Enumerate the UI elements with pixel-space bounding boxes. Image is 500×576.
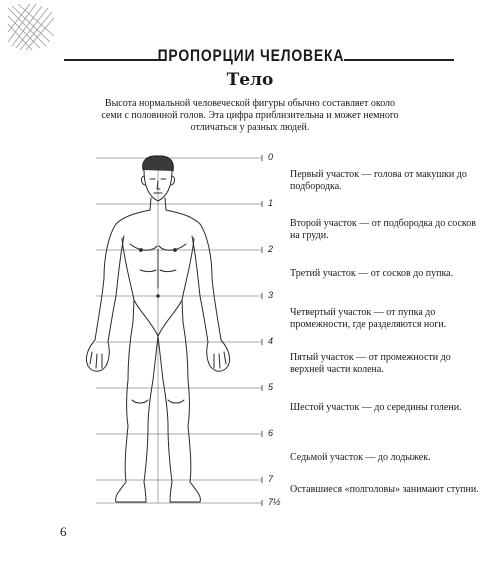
label-segment-5: Пятый участок — от промежности до верхней части колена.: [290, 352, 451, 375]
marker-3: 3: [268, 290, 274, 300]
marker-6: 6: [268, 428, 274, 438]
marker-1: 1: [268, 198, 274, 208]
marker-0: 0: [268, 152, 274, 162]
label-feet: Оставшиеся «полголовы» занимают ступни.: [290, 484, 479, 495]
marker-2: 2: [268, 244, 274, 254]
label-segment-3: Третий участок — от сосков до пупка.: [290, 268, 454, 279]
intro-paragraph: Высота нормальной человеческой фигуры обычно составляет около семи с половиной голов. Эта цифра приблизительна и может немного отличаться у разных людей.: [101, 98, 399, 133]
label-segment-4: Четвертый участок — от пупка до промежности, где разделяются ноги.: [290, 307, 447, 330]
marker-4: 4: [268, 336, 274, 346]
label-segment-7: Седьмой участок — до лодыжек.: [290, 452, 431, 463]
label-segment-1: Первый участок — голова от макушки до подбородка.: [290, 169, 467, 192]
page-number: 6: [60, 524, 67, 539]
label-segment-2: Второй участок — от подбородка до сосков на груди.: [290, 218, 476, 241]
marker-5: 5: [268, 382, 274, 392]
marker-7-5: 7½: [268, 497, 281, 507]
page-subtitle: Тело: [226, 70, 274, 90]
section-title: ПРОПОРЦИИ ЧЕЛОВЕКА: [157, 46, 345, 65]
label-segment-6: Шестой участок — до середины голени.: [290, 402, 462, 413]
marker-7: 7: [268, 474, 274, 484]
